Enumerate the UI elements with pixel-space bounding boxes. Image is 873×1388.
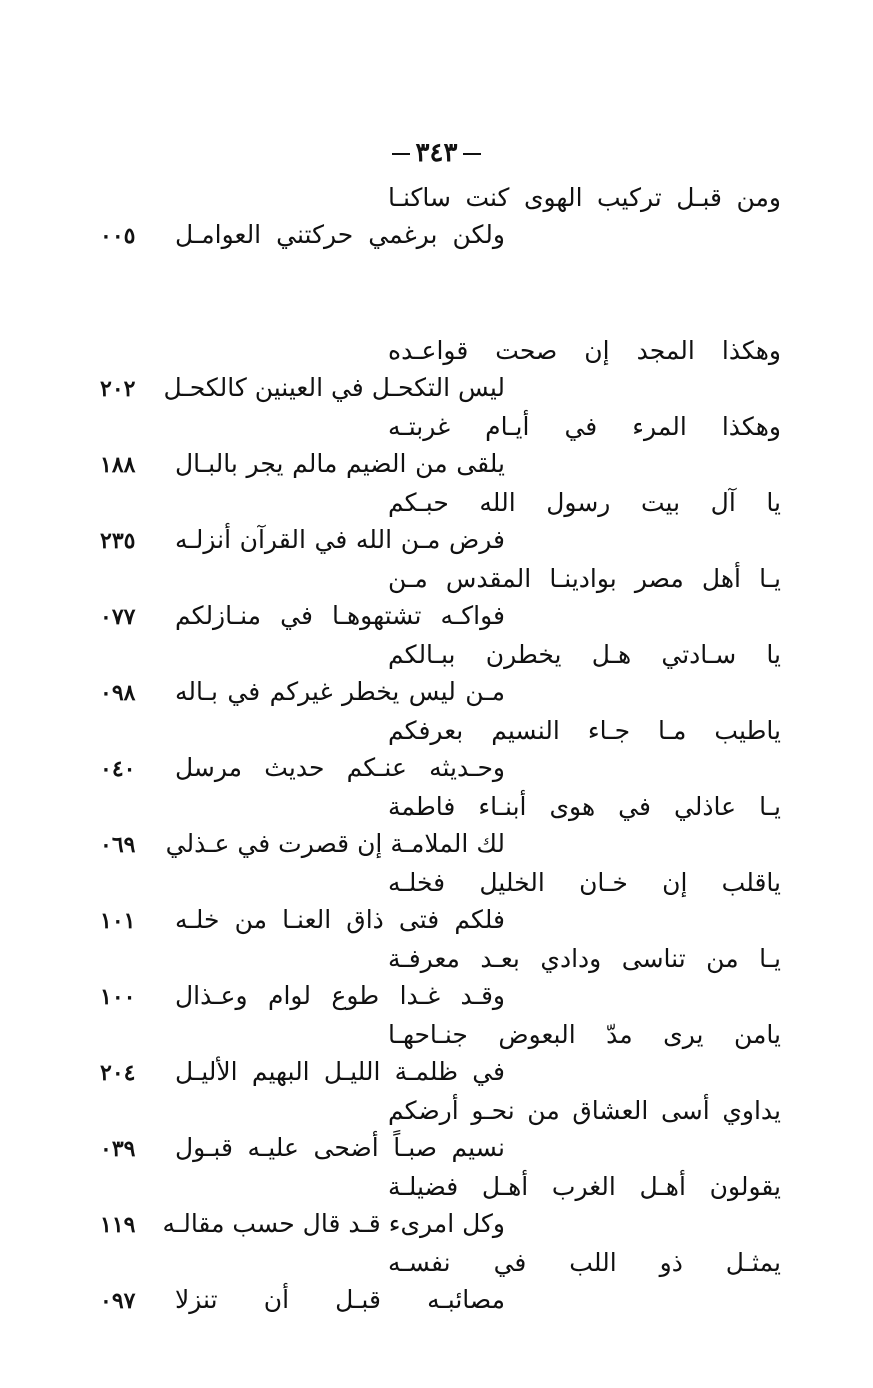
verse-14-first-hemistich: يمثـل ذو اللب في نفسـه [388,1248,781,1277]
page-number: ٣٤٣ [415,138,458,168]
verse-8-second-hemistich: لك الملامـة إن قصرت في عـذلي [165,829,505,858]
verse-13-first-hemistich: يقولون أهـل الغرب أهـل فضيلـة [388,1172,781,1201]
verse-4-second-hemistich: فرض مـن الله في القرآن أنزلـه [175,525,505,554]
verse-12 [0,1091,873,1167]
verse-12-second-hemistich: نسيم صبـاً أضحى عليـه قبـول [175,1133,505,1162]
verse-5 [0,559,873,635]
verse-14 [0,1243,873,1319]
verse-3-first-hemistich: وهكذا المرء في أيـام غربتـه [388,412,781,441]
verse-9-second-hemistich: فلكم فتى ذاق العنـا من خلـه [175,905,505,934]
verse-3-reference-number: ١٨٨ [100,452,136,478]
verse-5-reference-number: ٠٧٧ [100,604,136,630]
verse-11-second-hemistich: في ظلمـة الليـل البهيم الأليـل [175,1057,505,1086]
verse-13-reference-number: ١١٩ [100,1212,136,1238]
verse-10 [0,939,873,1015]
verse-6-reference-number: ٠٩٨ [100,680,136,706]
verse-1-reference-number: ٠٠٥ [100,223,136,249]
verse-9-reference-number: ١٠١ [100,908,136,934]
verse-7-first-hemistich: ياطيب مـا جـاء النسيم بعرفكم [388,716,781,745]
verse-6 [0,635,873,711]
verse-6-second-hemistich: مـن ليس يخطر غيركم في بـاله [175,677,505,706]
verse-2 [0,331,873,407]
verse-8-reference-number: ٠٦٩ [100,832,136,858]
verse-3-second-hemistich: يلقى من الضيم مالم يجر بالبـال [175,449,505,478]
verse-1-first-hemistich: ومن قبـل تركيب الهوى كنت ساكنـا [388,183,781,212]
verse-4-reference-number: ٢٣٥ [100,528,136,554]
verse-10-first-hemistich: يـا من تناسى ودادي بعـد معرفـة [388,944,781,973]
verse-9-first-hemistich: ياقلب إن خـان الخليل فخلـه [388,868,781,897]
verse-1 [0,178,873,331]
verse-10-reference-number: ١٠٠ [100,984,136,1010]
verse-13 [0,1167,873,1243]
verse-5-second-hemistich: فواكـه تشتهوهـا في منـازلكم [175,601,505,630]
page-number-header [0,138,873,168]
verse-2-second-hemistich: ليس التكحـل في العينين كالكحـل [163,373,505,402]
verse-10-second-hemistich: وقـد غـدا طوع لوام وعـذال [175,981,505,1010]
verse-8-first-hemistich: يـا عاذلي في هوى أبنـاء فاطمة [388,792,781,821]
verse-8 [0,787,873,863]
verse-1-second-hemistich: ولكن برغمي حركتني العوامـل [175,220,505,249]
page-number-dash-right [463,153,481,155]
page-number-dash-left [392,153,410,155]
verse-14-reference-number: ٠٩٧ [100,1288,136,1314]
verse-3 [0,407,873,483]
verse-6-first-hemistich: يا سـادتي هـل يخطرن ببـالكم [388,640,781,669]
verse-7-reference-number: ٠٤٠ [100,756,136,782]
verse-7 [0,711,873,787]
verse-11 [0,1015,873,1091]
verse-11-reference-number: ٢٠٤ [100,1060,136,1086]
verse-12-first-hemistich: يداوي أسى العشاق من نحـو أرضكم [388,1096,781,1125]
verse-2-first-hemistich: وهكذا المجد إن صحت قواعـده [388,336,781,365]
verse-4-first-hemistich: يا آل بيت رسول الله حبـكم [388,488,781,517]
verse-5-first-hemistich: يـا أهل مصر بوادينـا المقدس مـن [388,564,781,593]
verse-list [0,178,873,1319]
verse-12-reference-number: ٠٣٩ [100,1136,136,1162]
verse-14-second-hemistich: مصائبـه قبـل أن تنزلا [175,1285,505,1314]
verse-2-reference-number: ٢٠٢ [100,376,136,402]
verse-7-second-hemistich: وحـديثه عنـكم حديث مرسل [175,753,505,782]
verse-11-first-hemistich: يامن يرى مدّ البعوض جنـاحهـا [388,1020,781,1049]
verse-4 [0,483,873,559]
verse-13-second-hemistich: وكل امرىء قـد قال حسب مقالـه [162,1209,505,1238]
verse-9 [0,863,873,939]
